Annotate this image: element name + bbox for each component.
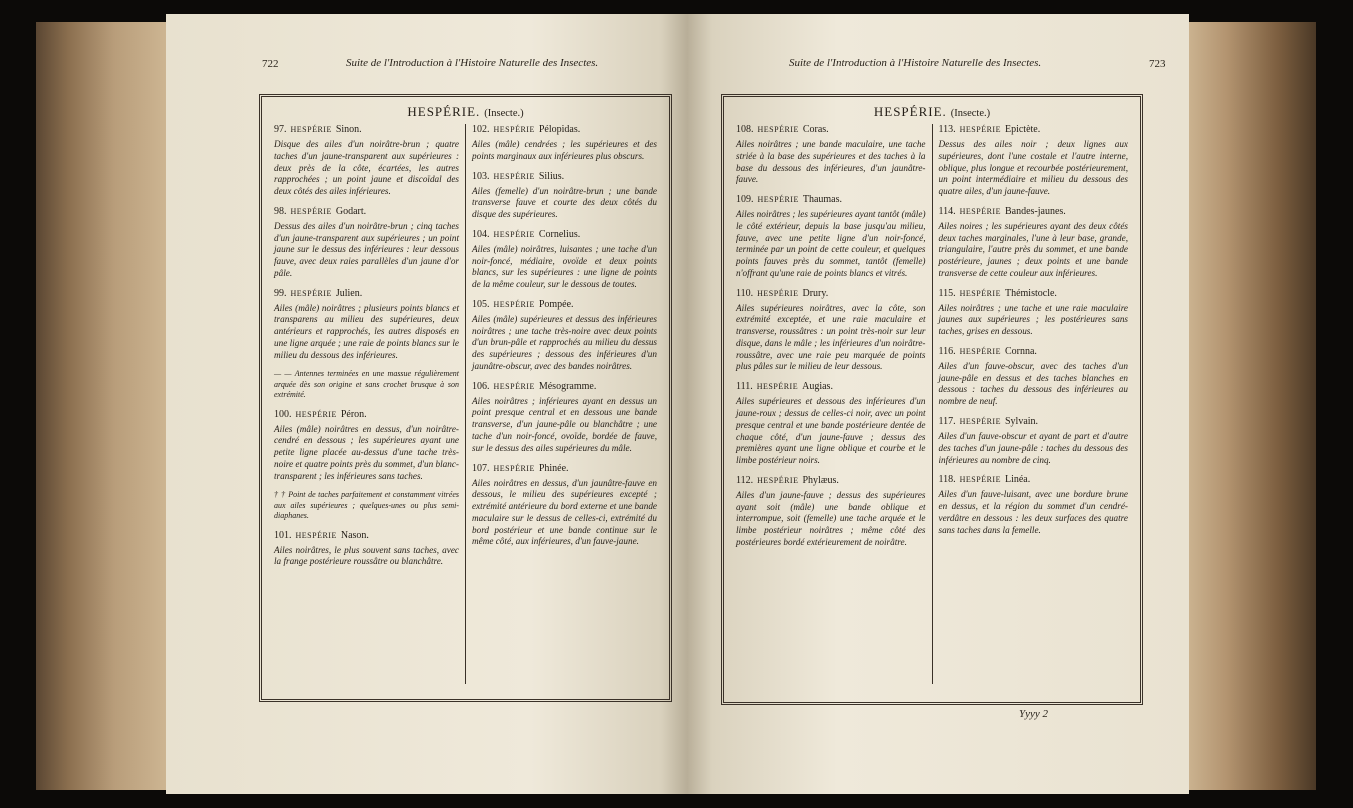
species-number: 114. — [938, 205, 956, 217]
species-name: Mésogramme. — [538, 380, 597, 392]
species-number: 101. — [274, 529, 292, 541]
species-description: Ailes (mâle) noirâtres ; plusieurs points blancs et transparens au milieu des supérieures, deux antérieurs et rapprochés, les autres disposés en une ligne arquée ; une raie de points blancs sur le milieu du dessous des inférieures. — [274, 302, 459, 360]
genus-label: HESPÉRIE — [757, 125, 799, 134]
species-entry — [736, 288, 926, 374]
species-entry — [274, 409, 459, 483]
species-number: 107. — [472, 462, 490, 474]
species-description: Ailes d'un fauve-obscur, avec des taches d'un jaune-pâle en dessus et des taches blanches en dessous : taches du dessous des inférieures au nombre de neuf. — [938, 360, 1128, 407]
species-heading — [736, 475, 926, 486]
genus-label: HESPÉRIE — [959, 475, 1001, 485]
species-description: Ailes (mâle) noirâtres, luisantes ; une tache d'un noir-foncé, médiaire, ovoïde et deux points blancs, sur les supérieures : une ligne de points de la même couleur, sur le dessous de toutes. — [472, 243, 657, 290]
species-description: Ailes (femelle) d'un noirâtre-brun ; une bande transverse fauve et courte des deux côtés du disque des supérieures. — [472, 185, 657, 220]
species-name: Godart. — [335, 205, 367, 217]
species-heading — [736, 381, 926, 392]
running-head: Suite de l'Introduction à l'Histoire Naturelle des Insectes. — [346, 57, 599, 69]
species-number: 108. — [736, 124, 754, 135]
species-description: Disque des ailes d'un noirâtre-brun ; quatre taches d'un jaune-transparent aux supérieures : deux près de la côte, écartées, les autres rapprochées ; un point jaune et discoïdal des deux côtés des ailes inférieures. — [274, 139, 459, 197]
genus-label: HESPÉRIE — [493, 229, 535, 239]
species-number: 106. — [472, 380, 490, 392]
species-name: Silius. — [538, 170, 565, 182]
species-entry — [274, 288, 459, 362]
species-number: 112. — [736, 474, 754, 486]
table-title: HESPÉRIE. (Insecte.) — [407, 104, 524, 119]
species-entry — [274, 206, 459, 280]
species-name: Augias. — [802, 381, 833, 393]
species-heading — [939, 474, 1129, 485]
species-description: Dessus des ailes noir ; deux lignes aux supérieures, dont l'une costale et l'autre interne, oblique, plus longue et recourbée postérieurement, un point intermédiaire et milieu du dessous des quatre ailes, d'un jaune-fauve. — [938, 139, 1128, 197]
species-number: 99. — [274, 287, 287, 299]
species-name: Pélopidas. — [538, 124, 581, 135]
species-entry — [736, 124, 926, 186]
species-entry — [274, 530, 459, 569]
genus-label: HESPÉRIE — [493, 299, 535, 309]
species-entry — [939, 288, 1129, 338]
species-heading — [274, 124, 459, 135]
species-number: 104. — [472, 228, 490, 240]
species-description: Ailes noirâtres en dessus, d'un jaunâtre-fauve en dessous, le milieu des supérieures excepté ; extrémité antérieure du bord externe et une bande maculaire sur le dessus de celles-ci, extrémité du bord postérieur et une bande continue sur le même côté, aux inférieures, d'un fauve-jaune. — [472, 477, 657, 547]
genus-label: HESPÉRIE — [295, 409, 337, 419]
species-description: Ailes d'un jaune-fauve ; dessus des supérieures ayant soit (mâle) une bande oblique et interrompue, soit (femelle) une tache arquée et le limbe postérieur noirâtres ; même côté des postérieures bordé extérieurement de noirâtre. — [736, 489, 926, 547]
right-page — [687, 14, 1189, 794]
species-heading — [472, 381, 657, 392]
species-number: 103. — [472, 170, 490, 182]
species-entry — [736, 475, 926, 549]
species-heading — [939, 124, 1129, 135]
species-entry — [472, 463, 657, 549]
species-entry — [939, 206, 1129, 280]
species-name: Cornelius. — [538, 228, 581, 240]
species-table — [259, 94, 672, 702]
species-heading — [939, 288, 1129, 299]
species-name: Epictète. — [1004, 124, 1041, 135]
species-heading — [274, 206, 459, 217]
species-heading — [736, 124, 926, 135]
left-page-edges — [36, 22, 166, 790]
genus-label: HESPÉRIE — [959, 346, 1001, 356]
species-description: Ailes (mâle) noirâtres en dessus, d'un noirâtre-cendré en dessous ; les supérieures ayant une petite ligne placée au-dessus d'une tache très-noire et quatre points près du sommet, d'un blanc-transparent ; les inférieures sans taches. — [274, 423, 459, 481]
genus-label: HESPÉRIE — [757, 475, 799, 485]
species-heading — [472, 124, 657, 135]
right-page-edges — [1188, 22, 1316, 790]
species-number: 116. — [938, 345, 956, 357]
species-number: 117. — [938, 416, 956, 428]
species-number: 111. — [736, 381, 753, 393]
species-heading — [939, 346, 1129, 357]
page-number: 723 — [1149, 58, 1166, 70]
species-name: Péron. — [340, 408, 367, 420]
species-entry — [472, 229, 657, 291]
species-description: Dessus des ailes d'un noirâtre-brun ; cinq taches d'un jaune-transparent aux supérieures ; un point jaune sur le dessus des inférieures : leur dessous fauve, avec deux raies parallèles d'un jaune d'or pâle. — [274, 220, 459, 278]
species-description: Ailes noirâtres ; une bande maculaire, une tache striée à la base des supérieures et des taches à la base du dessous des inférieures, d'un jaunâtre-fauve. — [736, 139, 926, 185]
species-number: 98. — [274, 205, 287, 217]
species-name: Phylæus. — [802, 474, 839, 486]
species-entry — [736, 194, 926, 280]
species-number: 97. — [274, 124, 287, 135]
species-name: Phinée. — [538, 462, 569, 474]
genus-label: HESPÉRIE — [493, 125, 535, 134]
species-heading — [274, 409, 459, 420]
species-heading — [472, 463, 657, 474]
species-description: Ailes noires ; les supérieures ayant des deux côtés deux taches marginales, l'une à leur base, grande, triangulaire, l'autre près du sommet, et une bande postérieure, jaunes ; deux points et une bande transverse de cette couleur aux inférieures. — [938, 220, 1128, 278]
species-description: Ailes noirâtres ; une tache et une raie maculaire jaunes aux supérieures ; les postérieures sans taches, grises en dessous. — [938, 302, 1128, 337]
species-heading — [736, 194, 926, 205]
genus-label: HESPÉRIE — [290, 288, 332, 298]
column-left — [268, 124, 465, 684]
species-entry — [274, 124, 459, 198]
genus-label: HESPÉRIE — [295, 530, 337, 540]
genus-label: HESPÉRIE — [757, 195, 799, 205]
species-heading — [736, 288, 926, 299]
section-note: † † Point de taches parfaitement et constamment vitrées aux ailes supérieures ; quelques-unes ou plus semi-diaphanes. — [274, 490, 459, 521]
species-name: Drury. — [802, 287, 829, 299]
genus-label: HESPÉRIE — [959, 417, 1001, 427]
signature-mark: Yyyy 2 — [1019, 708, 1049, 720]
species-name: Thémistocle. — [1004, 287, 1057, 299]
species-number: 110. — [736, 287, 754, 299]
genus-label: HESPÉRIE — [493, 463, 535, 473]
species-name: Pompée. — [538, 298, 574, 310]
species-description: Ailes supérieures noirâtres, avec la côte, son extrémité exceptée, et une raie maculaire et transverse, roussâtres : un point très-noir sur leur disque, dans le mâle ; les inférieures d'un noirâtre-roussâtre, avec une raie peu marquée de points plus pâles sur le milieu de leur dessous. — [736, 302, 926, 372]
species-heading — [472, 171, 657, 182]
species-entry — [939, 416, 1129, 466]
species-table — [721, 94, 1143, 705]
species-name: Cornna. — [1004, 345, 1037, 357]
species-name: Thaumas. — [802, 194, 842, 206]
species-description: Ailes (mâle) supérieures et dessus des inférieures noirâtres ; une tache très-noire avec deux points d'un brun-pâle et rapprochés au milieu du dessus des supérieures ; dessous des inférieures d'un jaunâtre-obscur, avec des bandes noirâtres. — [472, 313, 657, 371]
species-heading — [472, 229, 657, 240]
genus-label: HESPÉRIE — [757, 288, 799, 298]
genus-label: HESPÉRIE — [756, 382, 799, 392]
species-heading — [939, 206, 1129, 217]
species-description: Ailes d'un fauve-luisant, avec une bordure brune en dessus, et la région du sommet d'un cendré-verdâtre en dessous : les deux surfaces des quatre sans taches dans la femelle. — [938, 489, 1128, 535]
species-name: Coras. — [802, 124, 829, 135]
species-entry — [472, 124, 657, 163]
genus-label: HESPÉRIE — [290, 206, 332, 216]
species-name: Julien. — [335, 287, 363, 299]
left-page — [166, 14, 687, 794]
species-number: 115. — [938, 287, 956, 299]
species-description: Ailes (mâle) cendrées ; les supérieures et des points marginaux aux inférieures plus obscurs. — [472, 139, 657, 161]
species-entry — [472, 299, 657, 373]
species-heading — [274, 530, 459, 541]
section-note: — — Antennes terminées en une massue régulièrement arquée dès son origine et sans crochet brusque à son extrémité. — [274, 369, 459, 400]
species-name: Bandes-jaunes. — [1004, 205, 1066, 217]
genus-label: HESPÉRIE — [959, 206, 1001, 216]
species-entry — [939, 346, 1129, 408]
genus-label: HESPÉRIE — [290, 125, 332, 134]
species-entry — [736, 381, 926, 467]
species-entry — [939, 474, 1129, 536]
species-number: 102. — [472, 124, 490, 135]
species-name: Linéa. — [1004, 474, 1031, 486]
species-number: 118. — [938, 474, 956, 486]
species-heading — [472, 299, 657, 310]
species-description: Ailes noirâtres ; les supérieures ayant tantôt (mâle) le côté extérieur, depuis la base jusqu'au milieu, fauve, avec une petite ligne d'un noir-foncé, terminée par un point de cette couleur, et quelques points fauves près du sommet, tantôt (femelle) n'offrant qu'une raie de points blancs et vitrés. — [736, 209, 926, 278]
running-head: Suite de l'Introduction à l'Histoire Naturelle des Insectes. — [789, 57, 1042, 69]
species-number: 109. — [736, 194, 754, 206]
species-name: Sinon. — [335, 124, 362, 135]
species-number: 105. — [472, 298, 490, 310]
species-number: 113. — [938, 124, 956, 135]
species-description: Ailes noirâtres, le plus souvent sans taches, avec la frange postérieure roussâtre ou blanchâtre. — [274, 544, 459, 567]
species-description: Ailes supérieures et dessous des inférieures d'un jaune-roux ; dessus de celles-ci noir, avec un point presque central et une bande postérieure dentée de chaque côté, d'un jaune-fauve ; dessus des premières ayant une ligne oblique et courbe et le limbe postérieur noirs. — [736, 396, 926, 466]
column-left — [730, 124, 932, 684]
page-number: 722 — [262, 58, 279, 70]
species-description: Ailes noirâtres ; inférieures ayant en dessus un point presque central et en dessous une bande transverse, d'un jaune-pâle ou blanchâtre ; une tache d'un noir-foncé, ovoïde, bordée de fauve, sur le dessus des ailes supérieures du mâle. — [472, 395, 657, 453]
species-entry — [472, 381, 657, 455]
genus-label: HESPÉRIE — [959, 288, 1001, 298]
table-title: HESPÉRIE. (Insecte.) — [873, 104, 991, 119]
column-right — [465, 124, 663, 684]
species-number: 100. — [274, 408, 292, 420]
genus-label: HESPÉRIE — [493, 171, 535, 181]
species-heading — [939, 416, 1129, 427]
species-heading — [274, 288, 459, 299]
species-entry — [939, 124, 1129, 198]
genus-label: HESPÉRIE — [493, 381, 535, 391]
species-description: Ailes d'un fauve-obscur et ayant de part et d'autre des taches d'un jaune-pâle : taches du dessous des inférieures au nombre de cinq. — [938, 431, 1128, 465]
genus-label: HESPÉRIE — [959, 125, 1001, 134]
species-name: Nason. — [340, 529, 369, 541]
species-name: Sylvain. — [1004, 416, 1039, 428]
column-right — [932, 124, 1135, 684]
species-entry — [472, 171, 657, 221]
